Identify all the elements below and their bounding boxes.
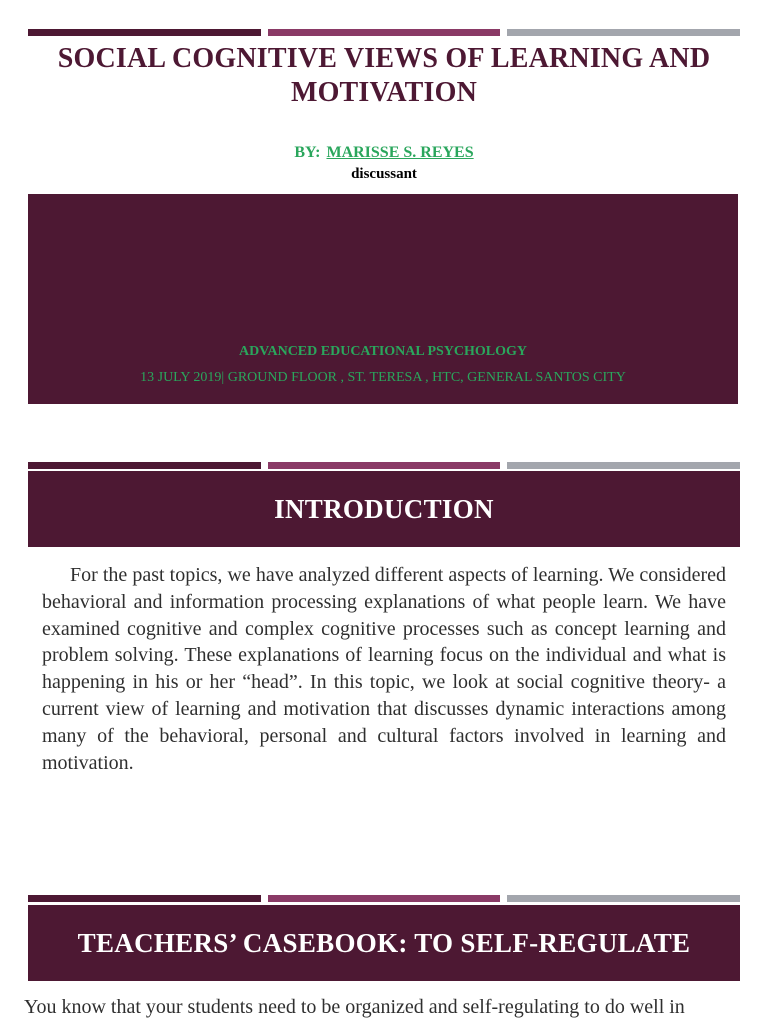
introduction-body: For the past topics, we have analyzed different aspects of learning. We considered behavioral and information processing explanations of what people learn. We have examined cognitive and complex cognitive processes such as concept learning and problem solving. These explanations of learning focus on the individual and what is happening in his or her “head”. In this topic, we look at social cognitive theory- a current view of learning and motivation that discusses dynamic interactions among many of the behavioral, personal and cultural factors involved in learning and motivation. [42,564,726,774]
author-name: MARISSE S. REYES [326,144,474,161]
course-name: ADVANCED EDUCATIONAL PSYCHOLOGY [238,344,528,359]
slide1-accent-bars [28,29,740,36]
author-role: discussant [351,166,417,182]
accent-bar-plum [268,895,500,902]
accent-bar-gray [507,895,740,902]
accent-bar-maroon [28,895,261,902]
casebook-body: You know that your students need to be organized and self-regulating to do well in [24,996,685,1018]
casebook-heading: TEACHERS’ CASEBOOK: TO SELF-REGULATE [28,905,740,981]
accent-bar-gray [507,29,740,36]
slide2-accent-bars [28,462,740,469]
accent-bar-plum [268,29,500,36]
byline [0,144,768,162]
date-venue: 13 JULY 2019| GROUND FLOOR , ST. TERESA , HTC, GENERAL SANTOS CITY [140,370,626,385]
accent-bar-maroon [28,462,261,469]
slide3-accent-bars [28,895,740,902]
accent-bar-plum [268,462,500,469]
by-label: BY: [294,144,321,161]
accent-bar-maroon [28,29,261,36]
slide-title: SOCIAL COGNITIVE VIEWS OF LEARNING AND MOTIVATION [57,43,711,108]
accent-bar-gray [507,462,740,469]
title-panel [28,194,738,404]
introduction-heading: INTRODUCTION [28,471,740,547]
